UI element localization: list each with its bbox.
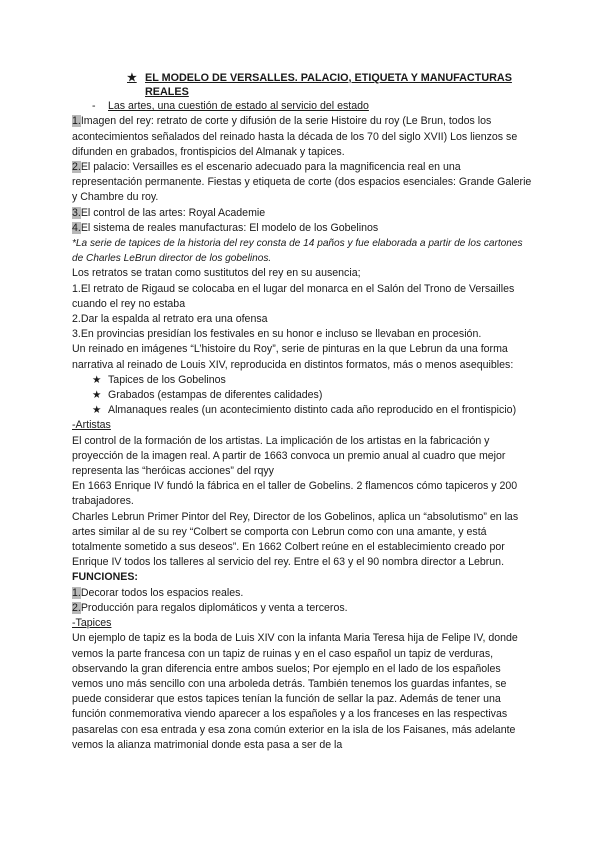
item-text: Decorar todos los espacios reales. — [80, 586, 244, 599]
dash-bullet: - — [92, 100, 96, 113]
funciones-heading: FUNCIONES: — [72, 571, 138, 584]
item-number: 1. — [72, 586, 81, 599]
numbered-item — [72, 221, 532, 236]
item-text: El palacio: Versailles es el escenario adecuado para la magnificencia real en una representación permanente. Fiestas y etiqueta de corte (dos espacios esenciales: Grande Galerie y Chambre du roy. — [72, 161, 532, 204]
tapices-heading: -Tapices — [72, 617, 112, 630]
artistas-paragraph: En 1663 Enrique IV fundó la fábrica en el taller de Gobelins. 2 flamencos cómo tapiceros y 200 trabajadores. — [72, 480, 518, 508]
item-number: 2. — [72, 161, 81, 173]
list-item — [72, 403, 532, 418]
item-number: 4. — [72, 221, 81, 234]
subheading — [92, 99, 532, 114]
item-text: El control de las artes: Royal Academie — [80, 206, 266, 219]
numbered-item — [72, 114, 532, 160]
list-item-text: Grabados (estampas de diferentes calidades) — [108, 389, 323, 402]
numbered-item — [72, 160, 532, 206]
artistas-paragraph: El control de la formación de los artistas. La implicación de los artistas en la fabricación y proyección de la imagen real. A partir de 1663 convoca un premio anual al cuadro que mejor representa las “heróicas acciones” del rqyy — [72, 434, 506, 478]
item-text: Imagen del rey: retrato de corte y difusión de la serie Histoire du roy (Le Brun, todos los acontecimientos señalados del reinado hasta la década de los 70 del siglo XVII) Los lienzos se difunden en grabados, frontispicios del Almanak y tapices. — [72, 115, 518, 158]
star-bullet-icon: ★ — [127, 72, 137, 84]
list-item-text: Tapices de los Gobelinos — [108, 373, 226, 386]
list-item — [72, 373, 532, 388]
subheading-text: Las artes, una cuestión de estado al servicio del estado — [108, 100, 369, 113]
funciones-item — [72, 586, 532, 601]
document-body — [72, 72, 532, 753]
portrait-item: 3.En provincias presidían los festivales en su honor e incluso se llevaban en procesión. — [72, 328, 482, 341]
page-title-text: EL MODELO DE VERSALLES. PALACIO, ETIQUETA Y MANUFACTURAS REALES — [145, 72, 512, 98]
reign-paragraph: Un reinado en imágenes “L’histoire du Roy”, serie de pinturas en la que Lebrun da una forma narrativa al reinado de Louis XIV, reproducida en distintos formatos, más o menos asequibles: — [72, 343, 514, 371]
item-text: El sistema de reales manufacturas: El modelo de los Gobelinos — [80, 221, 379, 234]
item-text: Producción para regalos diplomáticos y venta a terceros. — [80, 601, 348, 614]
tapices-paragraph: Un ejemplo de tapiz es la boda de Luis XIV con la infanta Maria Teresa hija de Felipe IV, donde vemos la parte francesa con un tapiz de ruinas y en el caso español un tapiz de verduras, observando la gran diferencia entre ambos suelos; Por ejemplo en el lado de los españoles vemos uno más sencillo con una arboleda detrás. También tenemos los guardas infantes, se puede considerar que estos tapices tenían la función de sellar la paz. Además de tener una función conmemorativa viendo aparecer a los españoles y a los franceses en las respectivas pasarelas con esa entrada y esa zona común exterior en la isla de los Faisanes, más adelante vemos la alianza matrimonial donde esta pasa a ser de la — [72, 632, 518, 751]
list-item — [72, 388, 532, 403]
star-bullet-icon: ★ — [92, 373, 102, 386]
item-number: 2. — [72, 601, 81, 614]
portraits-intro: Los retratos se tratan como sustitutos del rey en su ausencia; — [72, 267, 361, 280]
artistas-heading: -Artistas — [72, 419, 111, 432]
portrait-item: 2.Dar la espalda al retrato era una ofensa — [72, 313, 268, 326]
numbered-item — [72, 206, 532, 221]
list-item-text: Almanaques reales (un acontecimiento distinto cada año reproducido en el frontispicio) — [108, 404, 517, 417]
star-bullet-icon: ★ — [92, 389, 102, 402]
formats-list — [72, 373, 532, 419]
artistas-paragraph: Charles Lebrun Primer Pintor del Rey, Director de los Gobelinos, aplica un “absolutismo” en las artes similar al de su rey “Colbert se comporta con Lebrun como con una amante, y está totalmente sometido a sus deseos”. En 1662 Colbert reúne en el establecimiento creado por Enrique IV todos los talleres al servicio del rey. Entre el 63 y el 90 nombra director a Lebrun. — [72, 510, 519, 569]
item-number: 3. — [72, 206, 81, 219]
portrait-item: 1.El retrato de Rigaud se colocaba en el lugar del monarca en el Salón del Trono de Versailles cuando el rey no estaba — [72, 282, 515, 310]
star-bullet-icon: ★ — [92, 404, 102, 417]
italic-note: *La serie de tapices de la historia del rey consta de 14 paños y fue elaborada a partir de los cartones de Charles LeBrun director de los gobelinos. — [72, 238, 523, 265]
funciones-item — [72, 601, 532, 616]
item-number: 1. — [72, 115, 81, 128]
page-title — [72, 72, 532, 99]
